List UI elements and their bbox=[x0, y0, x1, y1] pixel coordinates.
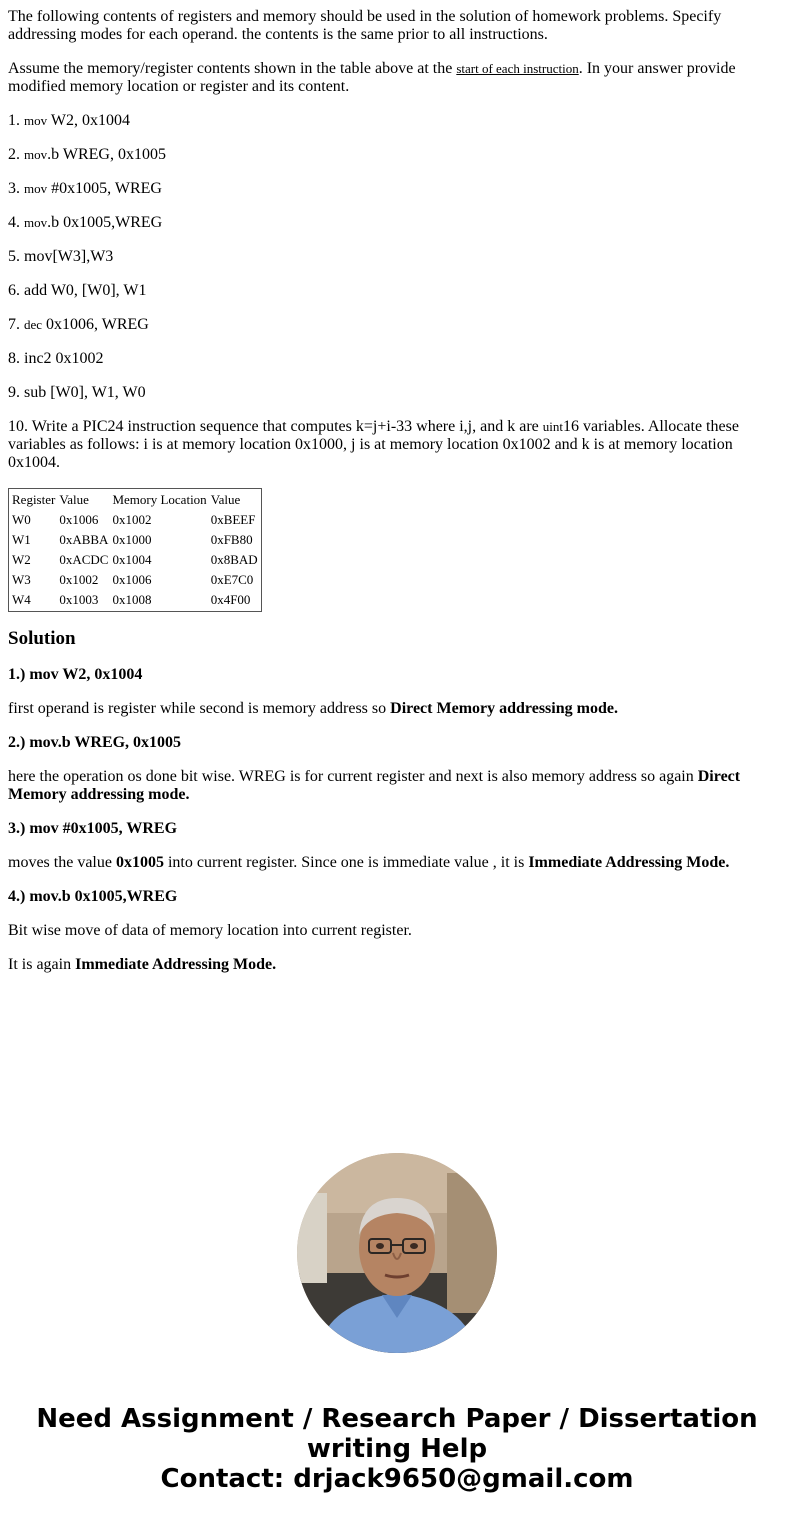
assumption-paragraph bbox=[8, 60, 768, 96]
document-body bbox=[8, 8, 768, 990]
solution-4-heading: 4.) mov.b 0x1005,WREG bbox=[8, 888, 178, 905]
table-cell: 0xBEEF bbox=[210, 512, 256, 527]
promo-banner bbox=[0, 1404, 794, 1494]
table-cell: 0xE7C0 bbox=[210, 572, 254, 587]
avatar-portrait-graphic bbox=[297, 1153, 497, 1353]
promo-contact: Contact: drjack9650@gmail.com bbox=[160, 1464, 634, 1494]
solution-heading: Solution bbox=[8, 628, 76, 649]
table-row bbox=[11, 551, 259, 569]
solution-3-heading: 3.) mov #0x1005, WREG bbox=[8, 820, 178, 837]
table-header-row bbox=[11, 491, 259, 509]
table-header: Value bbox=[59, 492, 89, 507]
table-cell: 0x1000 bbox=[112, 532, 152, 547]
question-8: 8. inc2 0x1002 bbox=[8, 350, 104, 367]
table-cell: 0x1006 bbox=[59, 512, 99, 527]
question-7: 7. dec 0x1006, WREG bbox=[8, 316, 149, 333]
question-6: 6. add W0, [W0], W1 bbox=[8, 282, 147, 299]
intro-paragraph: The following contents of registers and memory should be used in the solution of homework problems. Specify addressing modes for each operand. the contents is the same prior to all instructions. bbox=[8, 8, 722, 43]
table-cell: 0xACDC bbox=[59, 552, 109, 567]
table-cell: 0xFB80 bbox=[210, 532, 253, 547]
table-cell: W1 bbox=[12, 532, 31, 547]
solution-2-text: here the operation os done bit wise. WREG is for current register and next is also memory address so again Direct Memory addressing mode. bbox=[8, 768, 741, 803]
promo-line-1: Need Assignment / Research Paper / Dissertation bbox=[36, 1404, 758, 1434]
table-cell: 0x1004 bbox=[112, 552, 152, 567]
question-3: 3. mov #0x1005, WREG bbox=[8, 180, 162, 197]
table-header: Value bbox=[210, 492, 241, 507]
register-memory-table bbox=[8, 488, 262, 612]
table-cell: 0x1002 bbox=[112, 512, 152, 527]
table-row bbox=[11, 531, 259, 549]
table-cell: 0xABBA bbox=[59, 532, 109, 547]
author-avatar-photo bbox=[297, 1153, 497, 1353]
question-2: 2. mov.b WREG, 0x1005 bbox=[8, 146, 166, 163]
question-10: 10. Write a PIC24 instruction sequence that computes k=j+i-33 where i,j, and k are uint16 variables. Allocate these variables as follows: i is at memory location 0x1000, j is at memory location 0x1002 and k is at memory location 0x1004. bbox=[8, 418, 739, 471]
solution-3-text: moves the value 0x1005 into current register. Since one is immediate value , it is Immediate Addressing Mode. bbox=[8, 854, 730, 871]
table-header: Register bbox=[12, 492, 56, 507]
table-cell: 0x4F00 bbox=[210, 592, 251, 607]
solution-1-text: first operand is register while second is memory address so Direct Memory addressing mode. bbox=[8, 700, 618, 717]
table-cell: 0x1003 bbox=[59, 592, 99, 607]
solution-1-heading: 1.) mov W2, 0x1004 bbox=[8, 666, 143, 683]
table-cell: 0x1008 bbox=[112, 592, 152, 607]
table-cell: W2 bbox=[12, 552, 31, 567]
question-9: 9. sub [W0], W1, W0 bbox=[8, 384, 146, 401]
start-of-instruction-link[interactable]: start of each instruction bbox=[456, 61, 579, 76]
promo-line-2: writing Help bbox=[306, 1434, 488, 1464]
solution-4-mode: It is again Immediate Addressing Mode. bbox=[8, 956, 277, 973]
solution-2-heading: 2.) mov.b WREG, 0x1005 bbox=[8, 734, 182, 751]
table-row bbox=[11, 511, 259, 529]
table-row bbox=[11, 571, 259, 589]
assumption-text-end: . In your answer provide modified memory location or register and its content. bbox=[8, 60, 736, 95]
table-cell: W0 bbox=[12, 512, 31, 527]
table-row bbox=[11, 591, 259, 609]
question-5: 5. mov[W3],W3 bbox=[8, 248, 114, 265]
question-1: 1. mov W2, 0x1004 bbox=[8, 112, 130, 129]
table-cell: 0x8BAD bbox=[210, 552, 258, 567]
table-cell: W3 bbox=[12, 572, 31, 587]
table-cell: 0x1002 bbox=[59, 572, 99, 587]
question-4: 4. mov.b 0x1005,WREG bbox=[8, 214, 163, 231]
table-header: Memory Location bbox=[112, 492, 207, 507]
assumption-text-start: Assume the memory/register contents shown in the table above at the bbox=[8, 60, 457, 77]
table-cell: W4 bbox=[12, 592, 31, 607]
solution-4-text: Bit wise move of data of memory location into current register. bbox=[8, 922, 412, 939]
table-cell: 0x1006 bbox=[112, 572, 152, 587]
